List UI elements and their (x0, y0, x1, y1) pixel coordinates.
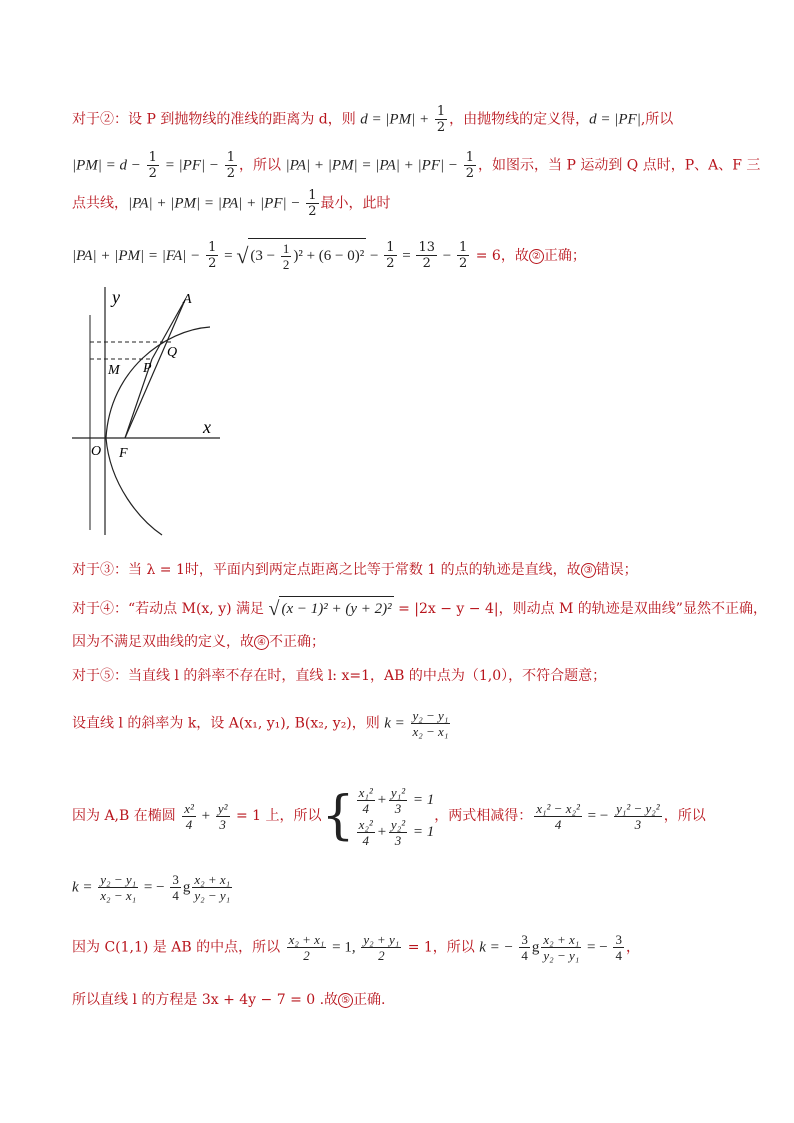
p2-half-8: $\frac{1}{2}$ (459, 240, 468, 272)
p5-line-5: 因为 C(1,1) 是 AB 的中点，所以 $\frac{\text{x₂ + x₁}}{2}$ = 1, $\frac{\text{y₂ + y₁}}{2}$ = 1，所以 k = − $\frac{3}{4}$ g $\frac{\text{x₂ + x₁}}{\text{y₂ − y₁}}$ = − $\frac{3}{4}$ ， (72, 932, 640, 963)
p5-b2: k = (384, 715, 409, 732)
label-q: Q (167, 345, 178, 360)
circled-2: ② (529, 249, 544, 264)
p4-line-1: 对于④：“若动点 M(x, y) 满足 √ (x − 1)² + (y + 2)² = |2x − y − 4|，则动点 M 的轨迹是双曲线”显然不正确， (72, 598, 767, 620)
p2-half-5: $\frac{1}{2}$ (308, 188, 317, 219)
p5-a: 当直线 l 的斜率不存在时，直线 l: x=1，AB 的中点为（1,0），不符合题意； (128, 668, 607, 684)
p5-c4: ，两式相减得： (434, 808, 533, 825)
p2-half-1: $\frac{1}{2}$ (436, 104, 446, 135)
p2-l4h: = 6，故 (471, 247, 529, 264)
p2-half-7: $\frac{1}{2}$ (386, 240, 395, 272)
p2-half-3: $\frac{1}{2}$ (226, 150, 236, 181)
p5-f2: 正确. (353, 992, 386, 1008)
line-fa (125, 300, 185, 438)
p3-end: 错误； (595, 562, 638, 578)
p2-half-4: $\frac{1}{2}$ (465, 150, 475, 181)
p5-f1: 所以直线 l 的方程是 3x + 4y − 7 = 0 .故 (72, 992, 339, 1008)
p2-label: 对于②： (72, 111, 128, 128)
label-a: A (183, 292, 192, 307)
p2-l2d: |PA| + |PM| = |PA| + |PF| − (285, 157, 462, 174)
p2-l1b: d = |PM| + (360, 111, 433, 128)
p5-label: 对于⑤： (72, 668, 128, 684)
p5-e1: 因为 C(1,1) 是 AB 的中点，所以 (72, 939, 285, 956)
system-brace: { (321, 786, 355, 847)
p5-slope-frac: $\frac{\text{y₂ − y₁}}{\text{x₂ − x₁}}$ (412, 708, 449, 739)
p2-l4a: |PA| + |PM| = |FA| − (72, 247, 205, 264)
p2-l2b: = |PF| − (160, 157, 223, 174)
p2-l1e: ,所以 (640, 111, 674, 128)
p2-half-2: $\frac{1}{2}$ (148, 150, 157, 181)
p2-l4i: 正确； (543, 247, 586, 264)
equation-system: $\frac{\text{x₁²}}{4}$ + $\frac{\text{y₁²}}{3}$ = 1 $\frac{\text{x₂²}}{4}$ + $\frac{\text{y₂²}}{3}$ = 1 (358, 785, 435, 849)
p3-line (72, 560, 638, 580)
parabola-curve (106, 327, 210, 535)
p2-l2c: ，所以 (239, 157, 286, 174)
p5-line-1 (72, 666, 606, 686)
p4-sqrt: (x − 1)² + (y + 2)² (279, 596, 393, 619)
p5-b1: 设直线 l 的斜率为 k，设 A(x₁, y₁), B(x₂, y₂)，则 (72, 715, 385, 732)
p4-line-2 (72, 632, 325, 652)
p5-c3: = 1 上，所以 (231, 808, 322, 825)
p2-l3b: |PA| + |PM| = |PA| + |PF| − (128, 195, 305, 212)
p2-l2a: |PM| = d − (72, 157, 145, 174)
p2-l1c: ，由抛物线的定义得， (449, 111, 590, 128)
p5-c1: 因为 A,B 在椭圆 (72, 808, 181, 825)
p2-half-6: $\frac{1}{2}$ (208, 240, 217, 272)
p2-line-3 (72, 188, 391, 219)
p4-a: “若动点 M(x, y) 满足 (128, 601, 269, 617)
p4-b: = |2x − y − 4|，则动点 M 的轨迹是双曲线”显然不正确， (393, 601, 767, 617)
p5-line-3: 因为 A,B 在椭圆 $\frac{\text{x²}}{4}$ + $\frac{\text{y²}}{3}$ = 1 上，所以{ $\frac{\text{x₁²}}{4}$ + $\frac{\text{y₁²}}{3}$ = 1 $\frac{\text{x₂²}}{4}$ + $\frac{\text{y₂²}}{3}$ = 1 ，两式相减得： $\frac{\text{x₁² − x₂²}}{4}$ = − $\frac{\text{y₁² − y₂²}}{3}$ ，所以 (72, 785, 706, 849)
label-x: x (203, 417, 211, 437)
p2-l3c: 最小，此时 (320, 195, 391, 212)
p4-c: 因为不满足双曲线的定义，故 (72, 634, 254, 650)
p2-line-1 (72, 104, 673, 135)
p2-line-2 (72, 150, 760, 181)
p2-sqrt: (3 − $\frac{1}{2}$ )² + (6 − 0)² (248, 238, 366, 272)
parabola-figure (70, 285, 250, 545)
label-p: P (143, 361, 152, 376)
circled-3: ③ (581, 563, 596, 578)
p5-e3: = 1，所以 (403, 939, 480, 956)
p4-d: 不正确； (269, 634, 325, 650)
p2-line-4: |PA| + |PM| = |FA| − $\frac{1}{2}$ = √ (3 − $\frac{1}{2}$ )² + (6 − 0)² − $\frac{1}{2}$ = $\frac{13}{2}$ − $\frac{1}{2}$ = 6，故 ② 正确； (72, 238, 586, 272)
p5-line-6 (72, 990, 386, 1010)
p2-l4b: = (220, 247, 237, 264)
p5-c6: ，所以 (663, 808, 706, 825)
p4-label: 对于④： (72, 601, 128, 617)
p2-l1a: 设 P 到抛物线的准线的距离为 d，则 (128, 111, 361, 128)
p3-label: 对于③： (72, 562, 128, 578)
circled-5: ⑤ (338, 993, 353, 1008)
label-f: F (119, 446, 128, 461)
p2-l1d: d = |PF| (589, 111, 641, 128)
p2-l2e: ，如图示，当 P 运动到 Q 点时，P、A、F 三 (478, 157, 761, 174)
label-y: y (112, 287, 120, 307)
p2-thirteen-half: $\frac{13}{2}$ (418, 240, 436, 272)
p5-line-4: k = $\frac{\text{y₂ − y₁}}{\text{x₂ − x₁}}$ = − $\frac{3}{4}$ g $\frac{\text{x₂ + x₁}}{\text{y₂ − y₁}}$ (72, 872, 231, 903)
p3-text: 当 λ = 1时，平面内到两定点距离之比等于常数 1 的点的轨迹是直线，故 (128, 562, 581, 578)
label-m: M (108, 363, 120, 378)
p2-l3a: 点共线， (72, 195, 128, 212)
p5-line-2 (72, 708, 452, 739)
label-o: O (91, 444, 102, 459)
circled-4: ④ (254, 635, 269, 650)
